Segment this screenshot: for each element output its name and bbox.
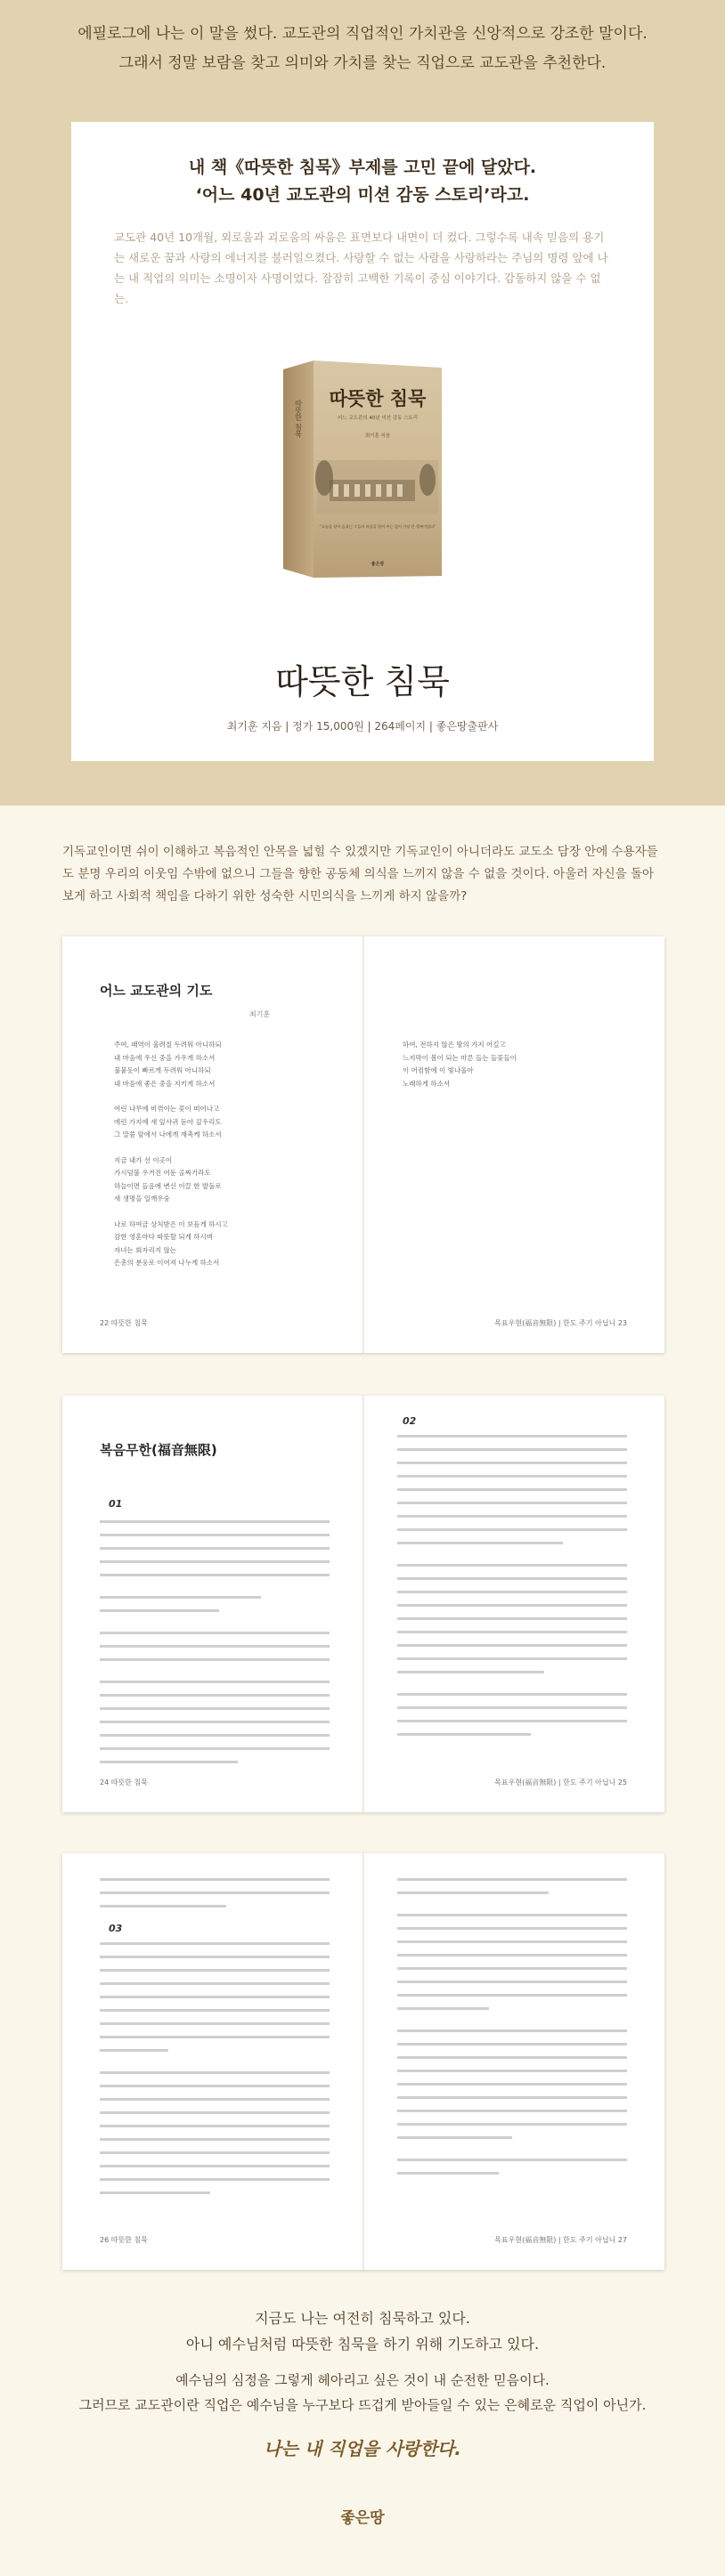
middle-paragraph: 기독교인이면 쉬이 이해하고 복음적인 안목을 넓힐 수 있겠지만 기독교인이 아니더라도 교도소 담장 안에 수용자들도 분명 우리의 이웃임 수밖에 없으니 그들을 향한 공동체 의식을 느끼지 않을 수 없을 것이다. 아울러 자신을 돌아보게 하고 사회적 책임을 다하기 위한 성숙한 시민의식을 느끼게 하지 않을까? xyxy=(62,845,658,903)
body-text-block xyxy=(100,1520,330,1774)
spine-title: 따뜻한 침묵 xyxy=(294,400,303,438)
closing-line-2: 아니 예수님처럼 따뜻한 침묵을 하기 위해 기도하고 있다. xyxy=(185,2336,540,2353)
poem-stanza xyxy=(114,1154,228,1206)
poem-line: 그 말씀 앞에서 나에게 재촉케 하소서 xyxy=(114,1130,222,1138)
spread-3-right-page xyxy=(363,1853,664,2270)
poem-line: 은총의 분웅로 이어져 나누게 하소서 xyxy=(114,1259,220,1267)
poem-line: 이 어컴함에 이 빛나올아 xyxy=(403,1066,474,1074)
cover-photo xyxy=(315,460,438,514)
book-spread-3 xyxy=(62,1853,664,2270)
poem-stanza xyxy=(114,1103,228,1142)
poem-left xyxy=(114,1039,228,1283)
closing-line-3: 예수님의 심정을 그렇게 헤아리고 싶은 것이 내 순전한 믿음이다. xyxy=(175,2372,550,2388)
intro-text xyxy=(0,20,725,78)
book-card xyxy=(71,122,654,761)
poem-line: 지금 내가 선 이곳이 xyxy=(114,1155,173,1164)
book-description: 교도관 40년 10개월, 외로움과 괴로움의 싸움은 표면보다 내면이 더 컸다. 그렇수록 내속 믿음의 용기는 새로운 꿈과 사랑의 에너지를 불러일으켰다. 사랑할 수 없는 사람을 사랑하라는 주님의 명령 앞에 나는 내 직업의 의미는 소명이자 사명이었다. 잠잠히 고백한 기록이 중심 이야기다. 감동하지 않을 수 없는. xyxy=(114,231,608,305)
section-number-01: 01 xyxy=(109,1498,123,1510)
poem-stanza xyxy=(403,1039,517,1090)
book-cover-image xyxy=(278,355,447,581)
poem-right xyxy=(403,1039,517,1103)
poem-line: 자녀는 회자리지 않는 xyxy=(114,1245,176,1254)
spread-1-left-page xyxy=(62,936,363,1353)
poem-author: 최기훈 xyxy=(249,1010,271,1018)
book-title: 따뜻한 침묵 xyxy=(275,662,450,701)
body-text-block xyxy=(397,1435,627,1746)
poem-line: 새 생명을 일깨우숭 xyxy=(114,1195,170,1203)
top-section xyxy=(0,0,725,806)
page-number-27: 목표우현(福音無限) | 한도 주기 아닙니 27 xyxy=(494,2236,627,2244)
closing-emphasis: 나는 내 직업을 사랑한다. xyxy=(264,2438,461,2459)
section-number-02: 02 xyxy=(403,1415,417,1427)
poem-stanza xyxy=(114,1039,228,1090)
closing-block-2 xyxy=(0,2368,725,2418)
poem-line: 하여, 전하지 않은 땅의 가지 어길고 xyxy=(403,1041,506,1049)
cover-subtitle: 어느 교도관의 40년 미션 감동 스토리 xyxy=(337,416,419,421)
body-text-block xyxy=(100,1878,330,1918)
closing-line-1: 지금도 나는 여전히 침묵하고 있다. xyxy=(255,2310,470,2327)
spread-1-right-page xyxy=(363,936,664,1353)
cover-title: 따뜻한 침묵 xyxy=(329,387,427,409)
page-number-26: 26 따뜻한 침묵 xyxy=(100,2236,148,2244)
poem-title: 어느 교도관의 기도 xyxy=(100,983,213,999)
card-headline xyxy=(71,154,654,209)
body-text-block xyxy=(100,1942,330,2205)
poem-line: 내 마음에 좋은 중을 지키게 하소서 xyxy=(114,1079,216,1088)
section-number-03: 03 xyxy=(109,1923,123,1934)
book-meta: 최기훈 지음 | 정가 15,000원 | 264페이지 | 좋은땅출판사 xyxy=(226,720,499,733)
card-headline-2: ‘어느 40년 교도관의 미션 감동 스토리’라고. xyxy=(195,185,530,205)
poem-line: 가시덤불 우거진 어둔 골짜기라도 xyxy=(114,1169,211,1177)
chapter-title: 복음무한(福音無限) xyxy=(100,1442,217,1458)
page-number-22: 22 따뜻한 침묵 xyxy=(100,1319,148,1327)
poem-line: 느지막이 봄이 되는 마른 들는 들꽃들이 xyxy=(403,1053,517,1062)
poem-line: 에린 가지에 새 잎사귀 돋아 깊우리도 xyxy=(114,1117,222,1126)
poem-line: 나로 하여금 상처받은 이 보듬게 하시고 xyxy=(114,1219,228,1228)
intro-line-1: 에필로그에 나는 이 말을 썼다. 교도관의 직업적인 가치관을 신앙적으로 강조한 말이다. xyxy=(77,25,648,43)
poem-line: 감한 영혼마다 따뜻할 되게 하시며 xyxy=(114,1233,213,1241)
closing-block-1 xyxy=(0,2305,725,2357)
book-spread-1 xyxy=(62,936,664,1353)
body-text-block xyxy=(397,1878,627,2185)
card-headline-1: 내 책《따뜻한 침묵》부제를 고민 끝에 달았다. xyxy=(188,158,537,177)
intro-line-2: 그래서 정말 보람을 찾고 의미와 가치를 찾는 직업으로 교도관을 추천한다. xyxy=(118,54,607,72)
book-spine xyxy=(283,360,314,578)
spread-2-left-page xyxy=(62,1396,363,1812)
closing-line-4: 그러므로 교도관이란 직업은 예수님을 누구보다 뜨겁게 받아들일 수 있는 은혜로운 직업이 아닌가. xyxy=(78,2397,647,2413)
cover-publisher: 좋은땅 xyxy=(371,562,385,567)
page-number-23: 목표우현(福音無限) | 한도 주기 아닙니 23 xyxy=(494,1319,627,1327)
spread-3-left-page xyxy=(62,1853,363,2270)
poem-stanza xyxy=(114,1219,228,1270)
book-spread-2 xyxy=(62,1396,664,1812)
cover-quote: “오늘을 살아 숨쉬는 그들의 마음을 열어 주는 일이 가장 큰 행복이었다” xyxy=(319,524,436,529)
poem-line: 내 마음에 우신 중을 가우게 하소서 xyxy=(114,1053,216,1062)
poem-line: 하늘이면 들음에 변신 이끌 한 발돌로 xyxy=(114,1181,222,1190)
page-number-24: 24 따뜻한 침묵 xyxy=(100,1778,148,1786)
page-number-25: 목표우현(福音無限) | 한도 주기 아닙니 25 xyxy=(494,1778,627,1786)
cover-author: 최기훈 지음 xyxy=(364,433,391,439)
poem-line: 여린 나무에 비꺾이는 꽃이 떠어나고 xyxy=(114,1105,220,1113)
spread-2-right-page xyxy=(363,1396,664,1812)
poem-line: 불붙듯이 빠르게 두려워 아니하되 xyxy=(114,1066,211,1074)
poem-line: 노래하게 하소서 xyxy=(403,1079,451,1088)
publisher-logo: 좋은땅 xyxy=(340,2509,385,2527)
poem-line: 주여, 패역이 울려칠 두려워 아니하되 xyxy=(114,1041,222,1049)
